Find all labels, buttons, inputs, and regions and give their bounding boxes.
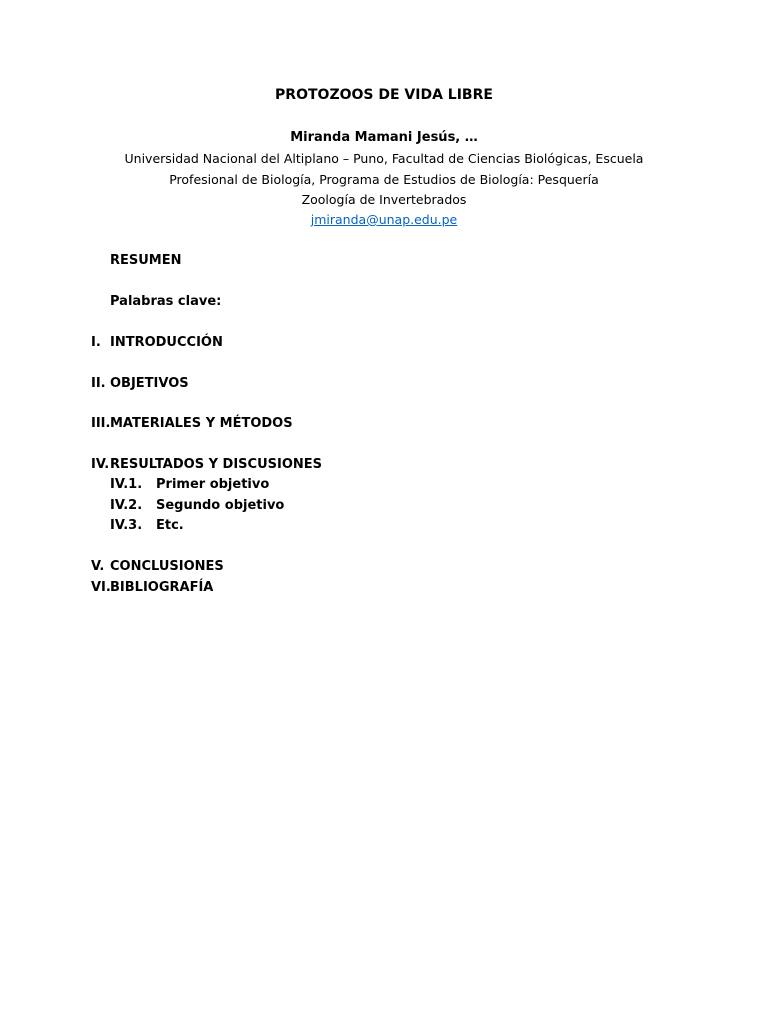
section-heading-materiales: MATERIALES Y MÉTODOS bbox=[110, 416, 293, 431]
document-title: PROTOZOOS DE VIDA LIBRE bbox=[275, 87, 493, 103]
section-heading-objetivos: OBJETIVOS bbox=[110, 376, 189, 391]
affiliation-line-2: Profesional de Biología, Programa de Estudios de Biología: Pesquería bbox=[169, 172, 599, 187]
subsection-number-2: IV.2. bbox=[110, 498, 143, 513]
section-number-5: V. bbox=[91, 559, 105, 574]
subsection-heading-segundo-objetivo: Segundo objetivo bbox=[156, 498, 285, 513]
subsection-number-3: IV.3. bbox=[110, 518, 143, 533]
section-number-2: II. bbox=[91, 376, 106, 391]
section-heading-introduccion: INTRODUCCIÓN bbox=[110, 335, 223, 350]
section-heading-conclusiones: CONCLUSIONES bbox=[110, 559, 224, 574]
keywords-heading: Palabras clave: bbox=[110, 294, 222, 309]
author-name: Miranda Mamani Jesús, … bbox=[290, 130, 478, 145]
subsection-number-1: IV.1. bbox=[110, 477, 143, 492]
section-number-3: III. bbox=[91, 416, 111, 431]
affiliation-line-1: Universidad Nacional del Altiplano – Puno, Facultad de Ciencias Biológicas, Escuela bbox=[124, 151, 644, 166]
email-link[interactable]: jmiranda@unap.edu.pe bbox=[310, 212, 458, 227]
abstract-heading: RESUMEN bbox=[110, 253, 182, 268]
section-number-6: VI. bbox=[91, 580, 111, 595]
section-number-4: IV. bbox=[91, 457, 110, 472]
section-heading-resultados: RESULTADOS Y DISCUSIONES bbox=[110, 457, 322, 472]
section-heading-bibliografia: BIBLIOGRAFÍA bbox=[110, 580, 214, 595]
section-number-1: I. bbox=[91, 335, 101, 350]
subsection-heading-etc: Etc. bbox=[156, 518, 184, 533]
subsection-heading-primer-objetivo: Primer objetivo bbox=[156, 477, 270, 492]
affiliation-line-3: Zoología de Invertebrados bbox=[301, 192, 467, 207]
